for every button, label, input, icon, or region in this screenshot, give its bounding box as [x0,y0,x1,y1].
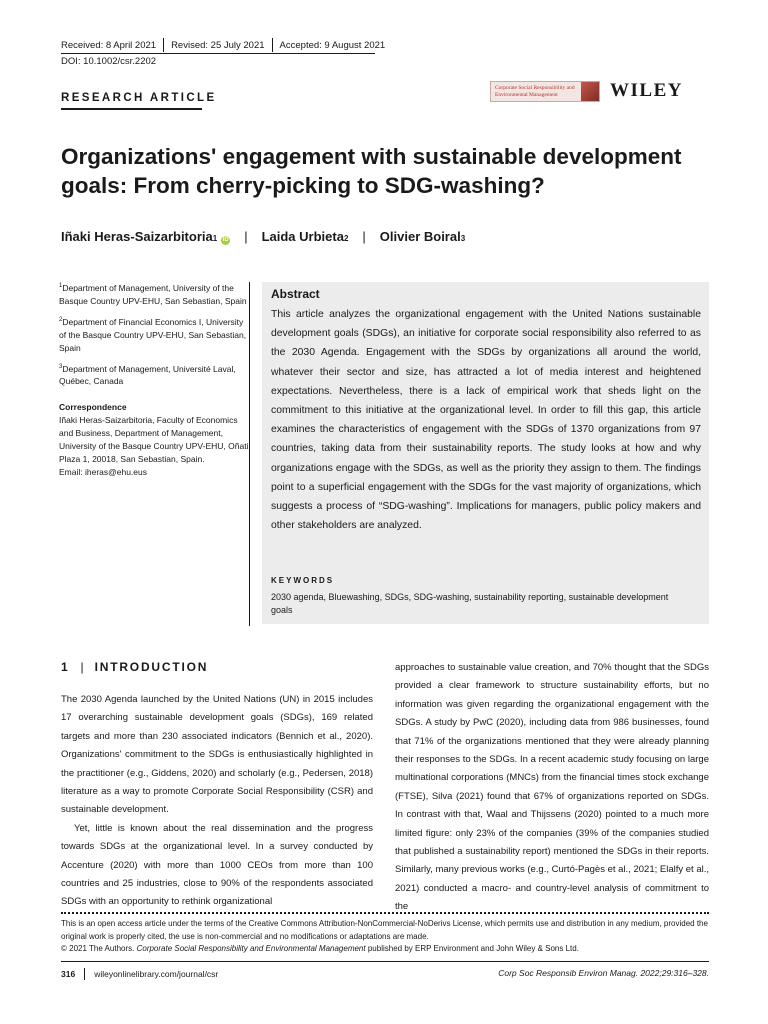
doi[interactable]: DOI: 10.1002/csr.2202 [61,56,157,67]
page-number: 316 [61,969,76,979]
footer-left [61,968,218,980]
affiliation-text: Department of Management, University of the Basque Country UPV-EHU, San Sebastian, Spain [59,282,247,306]
affiliation-text: Department of Management, Université Laval, Québec, Canada [59,363,236,387]
journal-logo-text: Corporate Social Responsibility and Environmental Management [495,85,575,98]
copyright-prefix: © 2021 The Authors. [61,944,135,953]
header-rule [61,53,375,54]
affiliation-marker: 1 [59,283,63,289]
article-dates [61,38,385,52]
affiliation-marker: 2 [59,316,63,323]
affiliation [59,361,251,389]
author-name: Iñaki Heras-Saizarbitoria [61,229,213,244]
date-separator [272,38,273,52]
copyright-suffix: published by ERP Environment and John Wiley & Sons Ltd. [367,944,579,953]
article-title: Organizations' engagement with sustainable development goals: From cherry-picking to SDG-washing? [61,144,682,198]
license-text: This is an open access article under the terms of the Creative Commons Attribution-NonCommercial-NoDerivs License, which permits use and distribution in any medium, provided the original work is properly cited, the use is non-commercial and no modifications or adaptations are made. [61,919,708,941]
journal-cover-icon [581,82,599,101]
abstract-heading: Abstract [271,287,320,301]
copyright-line [61,943,709,956]
journal-logo [490,81,600,102]
abstract-box [262,282,709,624]
affiliations [59,280,251,479]
revised-date: Revised: 25 July 2021 [171,39,265,51]
affiliation-marker: 3 [59,363,63,370]
section-title: INTRODUCTION [94,660,209,674]
author-name: Laida Urbieta [261,229,344,244]
accepted-date: Accepted: 9 August 2021 [279,39,386,51]
abstract-text: This article analyzes the organizational engagement with the United Nations sustainable development goals (SDGs), an initiative for corporate social responsibility also referred to as the 2030 Agenda. Engagement with the SDGs by organizations all around the world, whatever their sector and size, has attracted a lot of media interest and heightened expectations. Nevertheless, there is a lack of empirical work that sheds light on the commitment to this initiative at the organizational level. In order to fill this gap, this article examines the characteristics of engagement with the SDGs of 1370 organizations from 97 countries, taking data from their sustainability reports. The study looks at how and why organizations engage with the SDGs, as well as the priority they assign to them. The findings point to a superficial engagement with the SDGs for the vast majority of organizations, which suggests a process of “SDG-washing”. Implications for managers, public policy makers and other stakeholders are analyzed. [271,309,701,532]
author-affiliation-marker: 1 [212,234,218,243]
received-date: Received: 8 April 2021 [61,39,157,51]
license-notice [61,918,709,956]
date-separator [163,38,164,52]
author-list [61,229,465,245]
keywords-heading: KEYWORDS [271,576,335,585]
affiliation-text: Department of Financial Economics I, University of the Basque Country UPV-EHU, San Sebastian, Spain [59,316,247,353]
author-affiliation-marker: 2 [343,234,349,243]
author-separator: | [362,229,366,244]
article-type-rule [61,108,202,110]
journal-url[interactable]: wileyonlinelibrary.com/journal/csr [94,969,219,979]
section-separator: | [80,660,84,674]
column-divider [249,282,250,626]
body-column-left [61,691,373,912]
author-affiliation-marker: 3 [460,234,466,243]
keywords-text: 2030 agenda, Bluewashing, SDGs, SDG-washing, sustainability reporting, sustainable development goals [271,592,669,615]
article-type: RESEARCH ARTICLE [61,92,217,104]
body-paragraph: The 2030 Agenda launched by the United Nations (UN) in 2015 includes 17 overarching sustainable development goals (SDGs), 169 related targets and more than 230 associated indicators (Bennich et al., 2020). Organizations' commitment to the SDGs is enthusiastically highlighted in the practitioner (e.g., Giddens, 2020) and scholarly (e.g., Pedersen, 2018) literature as a way to promote Corporate Social Responsibility (CSR) and sustainable development. [61,694,373,816]
section-number: 1 [61,660,70,674]
affiliation [59,280,251,308]
license-rule [61,912,709,914]
section-heading [61,660,208,674]
body-paragraph: approaches to sustainable value creation, and 70% thought that the SDGs provided a clear framework to structure sustainability efforts, but no information was given regarding the organizational engagement with the SDGs. A study by PwC (2020), including data from 986 businesses, found that 71% of the organizations mentioned that they were already planning their responses to the SDGs. In a recent academic study focusing on large multinational corporations (MNCs) from the financial times stock exchange (FTSE), Silva (2021) found that 67% of organizations reported on SDGs. In contrast with that, Waal and Thijssens (2020) pointed to a much more limited figure: only 23% of the companies (39% of the companies studied that published a sustainability report) mentioned the SDGs in their reports. Similarly, many previous works (e.g., Curtó-Pagès et al., 2021; Elalfy et al., 2021) conducted a macro- and country-level analysis of commitment to the [395,662,709,913]
author-name: Olivier Boiral [379,229,461,244]
copyright-journal: Corporate Social Responsibility and Environmental Management [136,944,366,953]
correspondence-heading: Correspondence [59,402,127,413]
correspondence-email[interactable]: Email: iheras@ehu.eus [59,467,148,478]
correspondence-text: Iñaki Heras-Saizarbitoria, Faculty of Economics and Business, Department of Management, University of the Basque Country UPV-EHU, Oñati Plaza 1, 20018, San Sebastian, Spain. [59,415,249,465]
footer-rule [61,961,709,962]
publisher-logo: WILEY [610,80,683,101]
journal-citation: Corp Soc Responsib Environ Manag. 2022;29:316–328. [498,968,709,978]
orcid-icon[interactable]: iD [222,237,229,243]
body-column-right [395,659,709,917]
affiliation [59,314,251,355]
body-paragraph: Yet, little is known about the real dissemination and the progress towards SDGs at the organizational level. In a survey conducted by Accenture (2020) with more than 1000 CEOs from more than 100 countries and 25 industries, close to 90% of the respondents associated SDGs with an opportunity to rethink organizational [61,822,373,908]
footer-separator [84,968,85,980]
author-separator: | [244,229,248,244]
